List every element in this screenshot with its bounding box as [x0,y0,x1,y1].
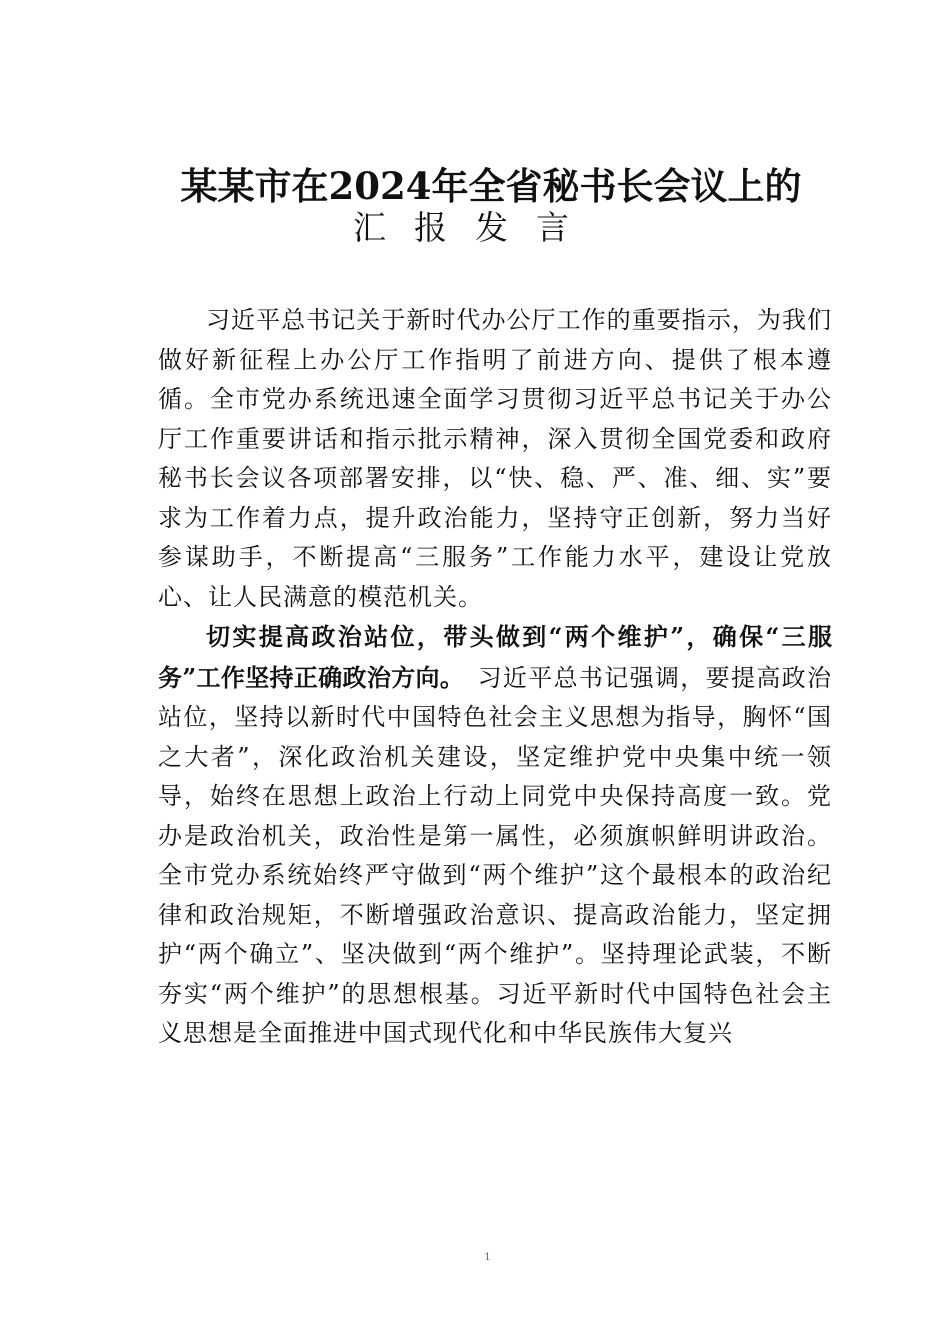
document-body [158,301,832,1054]
section-heading: 切实提高政治站位，带头做到“两个维护”，确保“三服务”工作坚持正确政治方向。 [158,622,832,692]
paragraph-section-one [158,617,832,1054]
page-number: 1 [484,1252,491,1263]
document-subtitle: 汇报发言 [353,208,597,247]
section-text: 习近平总书记强调，要提高政治站位，坚持以新时代中国特色社会主义思想为指导，胸怀“国之大者”，深化政治机关建设，坚定维护党中央集中统一领导，始终在思想上政治上行动上同党中央保持高度一致。党办是政治机关，政治性是第一属性，必须旗帜鲜明讲政治。全市党办系统始终严守做到“两个维护”这个最根本的政治纪律和政治规矩，不断增强政治意识、提高政治能力，坚定拥护“两个确立”、坚决做到“两个维护”。坚持理论武装，不断夯实“两个维护”的思想根基。习近平新时代中国特色社会主义思想是全面推进中国式现代化和中华民族伟大复兴 [158,663,832,1047]
paragraph-intro: 习近平总书记关于新时代办公厅工作的重要指示，为我们做好新征程上办公厅工作指明了前进方向、提供了根本遵循。全市党办系统迅速全面学习贯彻习近平总书记关于办公厅工作重要讲话和指示批示精神，深入贯彻全国党委和政府秘书长会议各项部署安排，以“快、稳、严、准、细、实”要求为工作着力点，提升政治能力，坚持守正创新，努力当好参谋助手，不断提高“三服务”工作能力水平，建设让党放心、让人民满意的模范机关。 [158,306,832,611]
document-title: 某某市在2024年全省秘书长会议上的 [180,164,802,208]
